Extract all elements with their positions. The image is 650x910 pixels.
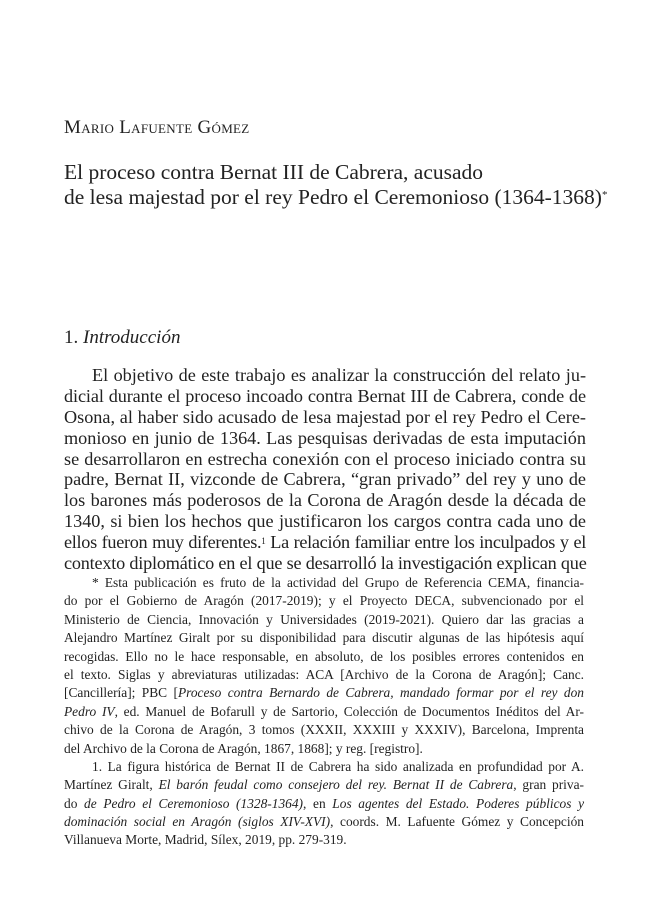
- footnote-text: [Cancillería]; PBC [: [64, 685, 178, 701]
- footnote-italic: Proceso contra Bernardo de Cabrera, mandado formar por el rey don: [177, 685, 584, 701]
- author-name: Mario Lafuente Gómez: [64, 117, 250, 138]
- footnote-line: chivo de la Corona de Aragón, 3 tomos (XXXII, XXXIII y XXXIV), Barcelona, Imprenta: [64, 722, 584, 738]
- footnote-line: recogidas. Ello no le hace responsable, en absoluto, de los posibles errores contenidos en: [64, 648, 584, 664]
- footnote-italic: de Pedro el Ceremonioso (1328-1364): [84, 795, 304, 811]
- footnote-italic: Los agentes del Estado. Poderes públicos y: [332, 795, 585, 811]
- chapter-title-line-2: [64, 185, 608, 210]
- footnote-line: [64, 703, 584, 721]
- footnote-text: , gran priva-: [513, 777, 585, 793]
- footnotes: [64, 574, 584, 850]
- body-line-9-text-b: La relación familiar entre los inculpados y el: [265, 532, 586, 553]
- body-line: se desarrollaron en estrecha conexión con el proceso iniciado contra su: [64, 448, 586, 469]
- footnote-line: 1. La figura histórica de Bernat II de Cabrera ha sido analizada en profundidad por A.: [92, 758, 584, 774]
- chapter-title-line-2-text: de lesa majestad por el rey Pedro el Ceremonioso (1364-1368): [64, 185, 602, 209]
- chapter-title: [64, 160, 608, 210]
- footnote-1: [64, 758, 584, 850]
- footnote-star: [64, 574, 584, 758]
- body-text: [64, 365, 586, 574]
- body-line: los barones más poderosos de la Corona de Aragón desde la década de: [64, 490, 586, 511]
- footnote-line: Alejandro Martínez Giralt por su disponibilidad para discutir algunas de las hipótesis aquí: [64, 630, 584, 646]
- body-line: Osona, al haber sido acusado de lesa majestad por el rey Pedro el Cere-: [64, 406, 586, 427]
- body-line: padre, Bernat II, vizconde de Cabrera, “gran privado” del rey y uno de: [64, 469, 586, 490]
- footnote-text: , ed. Manuel de Bofarull y de Sartorio, Colección de Documentos Inéditos del Ar-: [114, 703, 584, 719]
- body-line: El objetivo de este trabajo es analizar la construcción del relato ju-: [92, 365, 586, 385]
- footnote-line: do por el Gobierno de Aragón (2017-2019); y el Proyecto DECA, subvencionado por el: [64, 593, 584, 609]
- footnote-line: el texto. Siglas y abreviaturas utilizadas: ACA [Archivo de la Corona de Aragón]; Canc.: [64, 666, 584, 682]
- footnote-italic: El barón feudal como consejero del rey. Bernat II de Cabrera: [158, 777, 514, 793]
- body-line: [64, 532, 586, 553]
- body-line: monioso en junio de 1364. Las pesquisas derivadas de esta imputación: [64, 427, 586, 448]
- footnote-italic: Pedro IV: [64, 703, 115, 719]
- footnote-line: [64, 813, 584, 831]
- section-name: Introducción: [83, 327, 181, 348]
- footnote-ref-1[interactable]: 1: [261, 536, 266, 547]
- footnote-text: Martínez Giralt,: [64, 777, 159, 793]
- title-footnote-mark[interactable]: *: [601, 189, 608, 201]
- body-line: contexto diplomático en el que se desarrolló la investigación explican que: [64, 553, 587, 574]
- body-line-9-text-a: ellos fueron muy diferentes.: [64, 532, 262, 553]
- footnote-text: do: [64, 795, 85, 811]
- footnote-line: [64, 776, 584, 794]
- footnote-line: [64, 795, 584, 813]
- footnote-italic: dominación social en Aragón (siglos XIV-XVI): [64, 814, 331, 830]
- body-line: dicial durante el proceso incoado contra Bernat III de Cabrera, conde de: [64, 385, 586, 406]
- footnote-line: Villanueva Morte, Madrid, Sílex, 2019, pp. 279-319.: [64, 832, 347, 848]
- chapter-title-line-1: El proceso contra Bernat III de Cabrera, acusado: [64, 160, 484, 184]
- footnote-line: [64, 684, 584, 702]
- footnote-line: * Esta publicación es fruto de la actividad del Grupo de Referencia CEMA, financia-: [92, 575, 584, 590]
- body-line: 1340, si bien los hechos que justificaron los cargos contra cada uno de: [64, 511, 586, 532]
- section-heading: [64, 326, 584, 350]
- footnote-line: del Archivo de la Corona de Aragón, 1867, 1868]; y reg. [registro].: [64, 740, 423, 756]
- footnote-line: Ministerio de Ciencia, Innovación y Universidades (2019-2021). Quiero dar las gracias a: [64, 611, 584, 627]
- footnote-text: , coords. M. Lafuente Gómez y Concepción: [330, 814, 584, 830]
- footnote-text: , en: [303, 795, 333, 811]
- section-number: 1.: [64, 327, 83, 348]
